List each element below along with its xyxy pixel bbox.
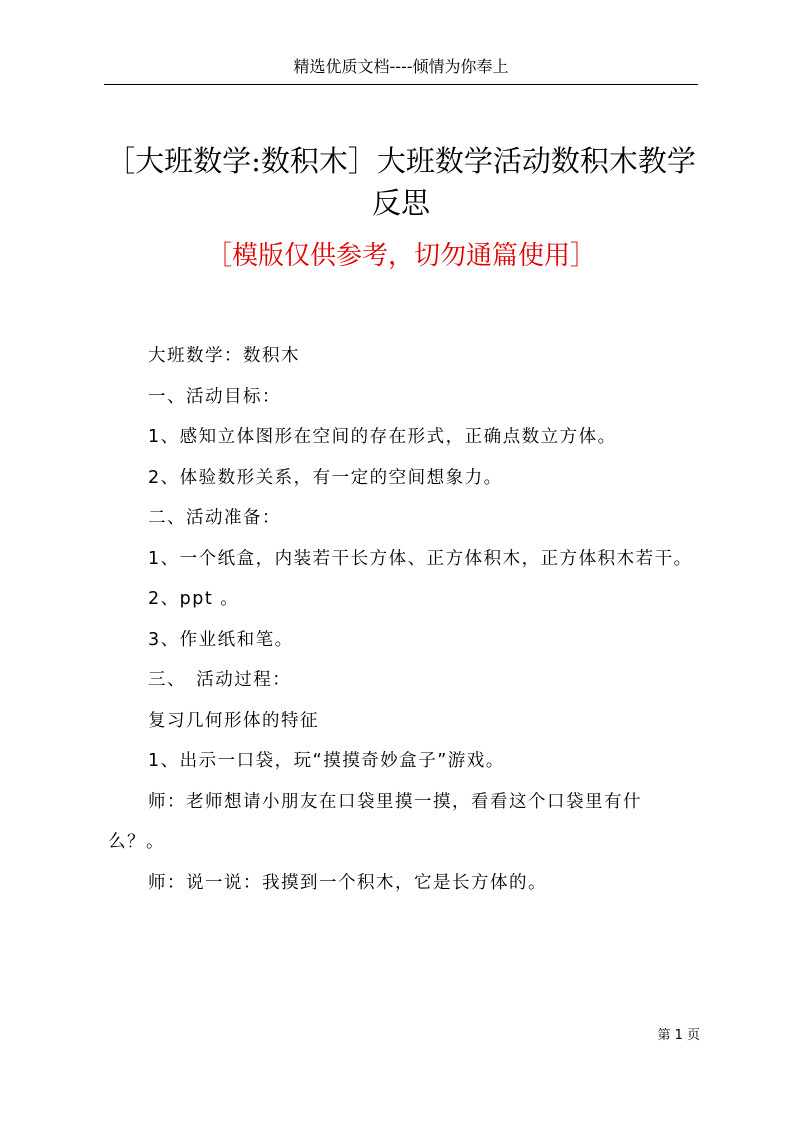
paragraph: 2、ppt 。	[148, 589, 240, 609]
paragraph: 1、感知立体图形在空间的存在形式，正确点数立方体。	[148, 427, 617, 447]
document-title: ［大班数学:数积木］大班数学活动数积木教学反思	[106, 144, 696, 220]
page-header: 精选优质文档----倾情为你奉上	[104, 52, 698, 85]
document-body	[108, 336, 694, 903]
paragraph: 师：老师想请小朋友在口袋里摸一摸，看看这个口袋里有什么？。	[108, 791, 642, 852]
paragraph: 3、作业纸和笔。	[148, 629, 294, 650]
paragraph: 二、活动准备：	[148, 508, 281, 528]
paragraph: 2、体验数形关系，有一定的空间想象力。	[148, 467, 503, 488]
paragraph: 1、一个纸盒，内装若干长方体、正方体积木，正方体积木若干。	[148, 548, 693, 569]
template-notice: ［模版仅供参考，切勿通篇使用］	[205, 241, 596, 271]
paragraph: 1、出示一口袋，玩“摸摸奇妙盒子”游戏。	[148, 751, 505, 771]
paragraph: 复习几何形体的特征	[148, 710, 319, 731]
paragraph: 一、活动目标：	[148, 386, 281, 407]
paragraph: 师：说一说：我摸到一个积木，它是长方体的。	[148, 872, 547, 893]
paragraph: 三、 活动过程：	[148, 670, 292, 690]
page-number: 第 1 页	[657, 1028, 700, 1043]
paragraph: 大班数学：数积木	[148, 346, 300, 366]
